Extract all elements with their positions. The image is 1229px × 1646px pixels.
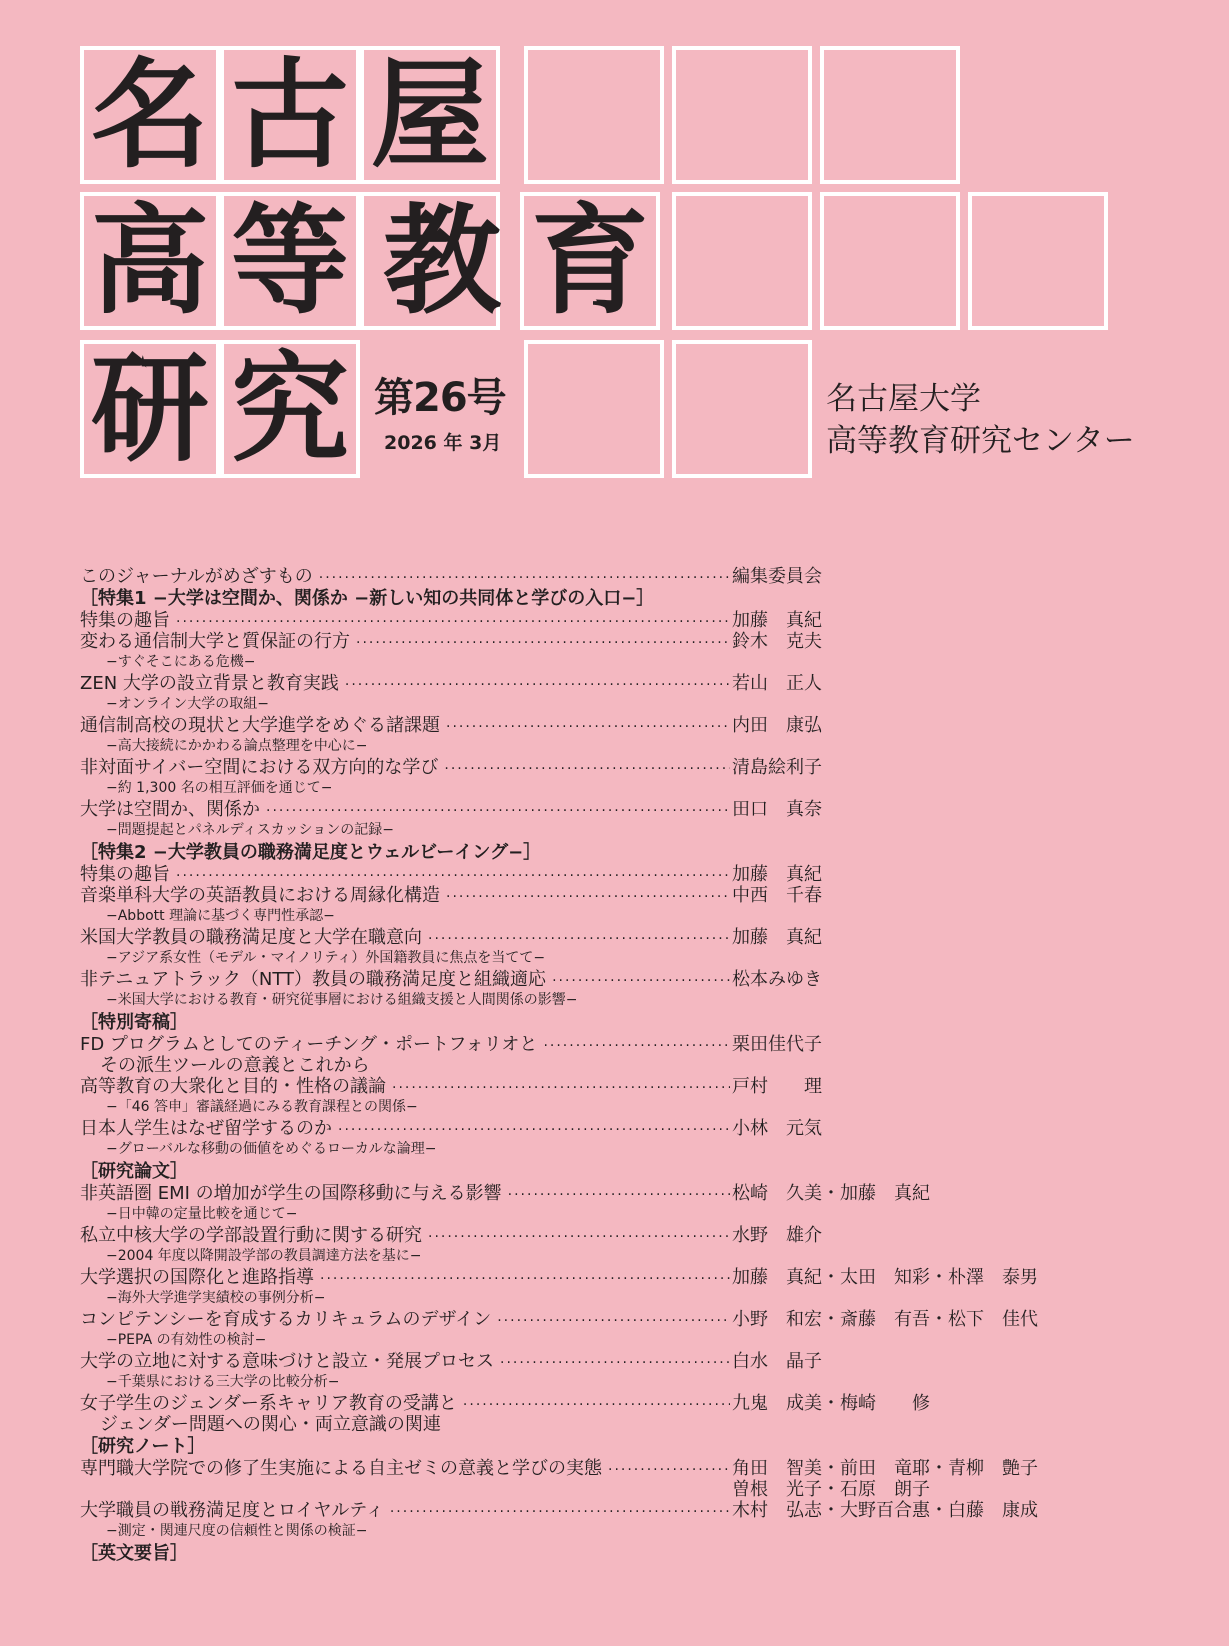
toc-subtitle: −千葉県における三大学の比較分析− — [106, 1374, 340, 1390]
toc-entry — [80, 566, 1140, 587]
toc-subtitle: −PEPA の有効性の検討− — [106, 1332, 267, 1348]
toc-entry — [80, 799, 1140, 820]
toc-title: 大学職員の戦務満足度とロイヤルティ — [80, 1500, 390, 1521]
toc-author: 清島絵利子 — [732, 757, 822, 778]
toc-entry — [80, 631, 1140, 652]
dot-leader — [266, 801, 730, 822]
grid-cell — [672, 192, 812, 330]
toc-section-heading: ［英文要旨］ — [80, 1543, 188, 1564]
toc-entry — [80, 715, 1140, 736]
toc-entry — [80, 1034, 1140, 1055]
grid-cell — [672, 46, 812, 184]
dot-leader — [345, 675, 730, 696]
toc-title: コンピテンシーを育成するカリキュラムのデザイン — [80, 1309, 497, 1330]
toc-subtitle: −Abbott 理論に基づく専門性承認− — [106, 908, 335, 924]
grid-cell — [672, 340, 812, 478]
toc-author: 水野 雄介 — [732, 1225, 822, 1246]
toc-subtitle: −「46 答申」審議経過にみる教育課程との関係− — [106, 1099, 418, 1115]
dot-leader — [463, 1395, 730, 1416]
toc-entry — [80, 757, 1140, 778]
dot-leader — [552, 971, 730, 992]
toc-title: 女子学生のジェンダー系キャリア教育の受講と — [80, 1393, 463, 1414]
toc-title-continuation: その派生ツールの意義とこれから — [100, 1055, 370, 1076]
toc-entry — [80, 1393, 1140, 1414]
dot-leader — [176, 612, 730, 633]
title-char: 研 — [90, 340, 209, 478]
dot-leader — [176, 866, 730, 887]
toc-entry — [80, 1309, 1140, 1330]
dot-leader — [500, 1353, 730, 1374]
toc-entry — [80, 1351, 1140, 1372]
issue-number: 第26号 — [374, 375, 506, 421]
toc-author-continuation — [80, 1479, 1140, 1500]
dot-leader — [428, 929, 730, 950]
dot-leader — [338, 1120, 730, 1141]
dot-leader — [446, 717, 730, 738]
toc-section-heading: ［研究論文］ — [80, 1161, 188, 1182]
toc-title: 高等教育の大衆化と目的・性格の議論 — [80, 1076, 392, 1097]
toc-title: このジャーナルがめざすもの — [80, 566, 319, 587]
toc-entry — [80, 1183, 1140, 1204]
toc-title: 特集の趣旨 — [80, 610, 176, 631]
toc-author: 田口 真奈 — [732, 799, 822, 820]
toc-title: 通信制高校の現状と大学進学をめぐる諸課題 — [80, 715, 446, 736]
publisher-line: 名古屋大学 — [826, 381, 981, 417]
toc-author: 小野 和宏・斎藤 有吾・松下 佳代 — [732, 1309, 1038, 1330]
toc-section-heading: ［特別寄稿］ — [80, 1012, 188, 1033]
toc-entry — [80, 885, 1140, 906]
grid-cell — [524, 340, 664, 478]
toc-title: FD プログラムとしてのティーチング・ポートフォリオと — [80, 1034, 543, 1055]
dot-leader — [608, 1460, 730, 1481]
title-char: 究 — [230, 340, 349, 478]
toc-section-heading: ［特集1 −大学は空間か、関係か −新しい知の共同体と学びの入口−］ — [80, 588, 655, 609]
toc-author: 中西 千春 — [732, 885, 822, 906]
grid-cell — [820, 192, 960, 330]
grid-cell — [524, 46, 664, 184]
dot-leader — [428, 1227, 730, 1248]
toc-subtitle: −測定・関連尺度の信頼性と関係の検証− — [106, 1523, 368, 1539]
title-char: 高 — [90, 192, 209, 330]
toc-title: 変わる通信制大学と質保証の行方 — [80, 631, 356, 652]
toc-subtitle: −高大接続にかかわる論点整理を中心に− — [106, 738, 368, 754]
dot-leader — [446, 887, 730, 908]
dot-leader — [543, 1036, 730, 1057]
toc-entry — [80, 1225, 1140, 1246]
toc-entry — [80, 1458, 1140, 1479]
toc-author: 若山 正人 — [732, 673, 822, 694]
toc-subtitle: −米国大学における教育・研究従事層における組織支援と人間関係の影響− — [106, 992, 578, 1008]
dot-leader — [390, 1502, 730, 1523]
dot-leader — [508, 1185, 730, 1206]
toc-title: 米国大学教員の職務満足度と大学在職意向 — [80, 927, 428, 948]
table-of-contents — [80, 566, 1140, 1565]
dot-leader — [392, 1078, 730, 1099]
toc-title: 専門職大学院での修了生実施による自主ゼミの意義と学びの実態 — [80, 1458, 608, 1479]
toc-subtitle: −2004 年度以降開設学部の教員調達方法を基に− — [106, 1248, 422, 1264]
toc-author: 松本みゆき — [732, 969, 822, 990]
toc-title: 非英語圏 EMI の増加が学生の国際移動に与える影響 — [80, 1183, 508, 1204]
toc-entry — [80, 1076, 1140, 1097]
toc-author: 戸村 理 — [732, 1076, 822, 1097]
toc-author: 加藤 真紀・太田 知彩・朴澤 泰男 — [732, 1267, 1038, 1288]
title-char: 古 — [230, 46, 349, 184]
toc-entry — [80, 969, 1140, 990]
toc-subtitle: −日中韓の定量比較を通じて− — [106, 1206, 298, 1222]
dot-leader — [444, 759, 730, 780]
toc-author: 木村 弘志・大野百合惠・白藤 康成 — [732, 1500, 1038, 1521]
toc-author: 内田 康弘 — [732, 715, 822, 736]
issue-date: 2026 年 3月 — [384, 432, 502, 454]
toc-subtitle: −すぐそこにある危機− — [106, 654, 256, 670]
toc-subtitle: −オンライン大学の取組− — [106, 696, 270, 712]
toc-author: 加藤 真紀 — [732, 610, 822, 631]
grid-cell — [820, 46, 960, 184]
title-char: 育 — [530, 192, 649, 330]
toc-title: 大学選択の国際化と進路指導 — [80, 1267, 320, 1288]
toc-subtitle: −問題提起とパネルディスカッションの記録− — [106, 822, 394, 838]
title-char: 等 — [230, 192, 349, 330]
toc-title: ZEN 大学の設立背景と教育実践 — [80, 673, 345, 694]
toc-title: 日本人学生はなぜ留学するのか — [80, 1118, 338, 1139]
toc-entry — [80, 1500, 1140, 1521]
toc-author: 鈴木 克夫 — [732, 631, 822, 652]
toc-title: 私立中核大学の学部設置行動に関する研究 — [80, 1225, 428, 1246]
dot-leader — [497, 1311, 730, 1332]
toc-subtitle: −グローバルな移動の価値をめぐるローカルな論理− — [106, 1141, 437, 1157]
toc-author: 栗田佳代子 — [732, 1034, 822, 1055]
toc-title: 大学の立地に対する意味づけと設立・発展プロセス — [80, 1351, 500, 1372]
toc-author: 小林 元気 — [732, 1118, 822, 1139]
toc-author: 曽根 光子・石原 朗子 — [732, 1479, 930, 1500]
toc-title-continuation: ジェンダー問題への関心・両立意識の関連 — [100, 1414, 441, 1435]
toc-subtitle: −海外大学進学実績校の事例分析− — [106, 1290, 326, 1306]
toc-entry — [80, 927, 1140, 948]
toc-author: 角田 智美・前田 竜耶・青柳 艶子 — [732, 1458, 1038, 1479]
toc-author: 加藤 真紀 — [732, 864, 822, 885]
title-char: 屋 — [370, 46, 489, 184]
dot-leader — [356, 633, 730, 654]
toc-author: 白水 晶子 — [732, 1351, 822, 1372]
toc-entry — [80, 610, 1140, 631]
toc-author: 松崎 久美・加藤 真紀 — [732, 1183, 930, 1204]
toc-title: 非対面サイバー空間における双方向的な学び — [80, 757, 444, 778]
toc-author: 編集委員会 — [732, 566, 822, 587]
toc-title: 特集の趣旨 — [80, 864, 176, 885]
toc-entry — [80, 1118, 1140, 1139]
dot-leader — [319, 568, 730, 589]
toc-entry — [80, 864, 1140, 885]
toc-entry — [80, 1267, 1140, 1288]
toc-section-heading: ［特集2 −大学教員の職務満足度とウェルビーイング−］ — [80, 842, 542, 863]
toc-section-heading: ［研究ノート］ — [80, 1436, 206, 1457]
dot-leader — [320, 1269, 730, 1290]
toc-title: 音楽単科大学の英語教員における周縁化構造 — [80, 885, 446, 906]
toc-author: 九鬼 成美・梅崎 修 — [732, 1393, 930, 1414]
toc-subtitle: −約 1,300 名の相互評価を通じて− — [106, 780, 333, 796]
title-char: 名 — [90, 46, 209, 184]
toc-subtitle: −アジア系女性（モデル・マイノリティ）外国籍教員に焦点を当てて− — [106, 950, 546, 966]
toc-author: 加藤 真紀 — [732, 927, 822, 948]
publisher — [826, 378, 1135, 462]
title-char: 教 — [382, 192, 501, 330]
toc-title: 非テニュアトラック（NTT）教員の職務満足度と組織適応 — [80, 969, 552, 990]
grid-cell — [968, 192, 1108, 330]
toc-title: 大学は空間か、関係か — [80, 799, 266, 820]
toc-entry — [80, 673, 1140, 694]
publisher-line: 高等教育研究センター — [826, 423, 1135, 459]
